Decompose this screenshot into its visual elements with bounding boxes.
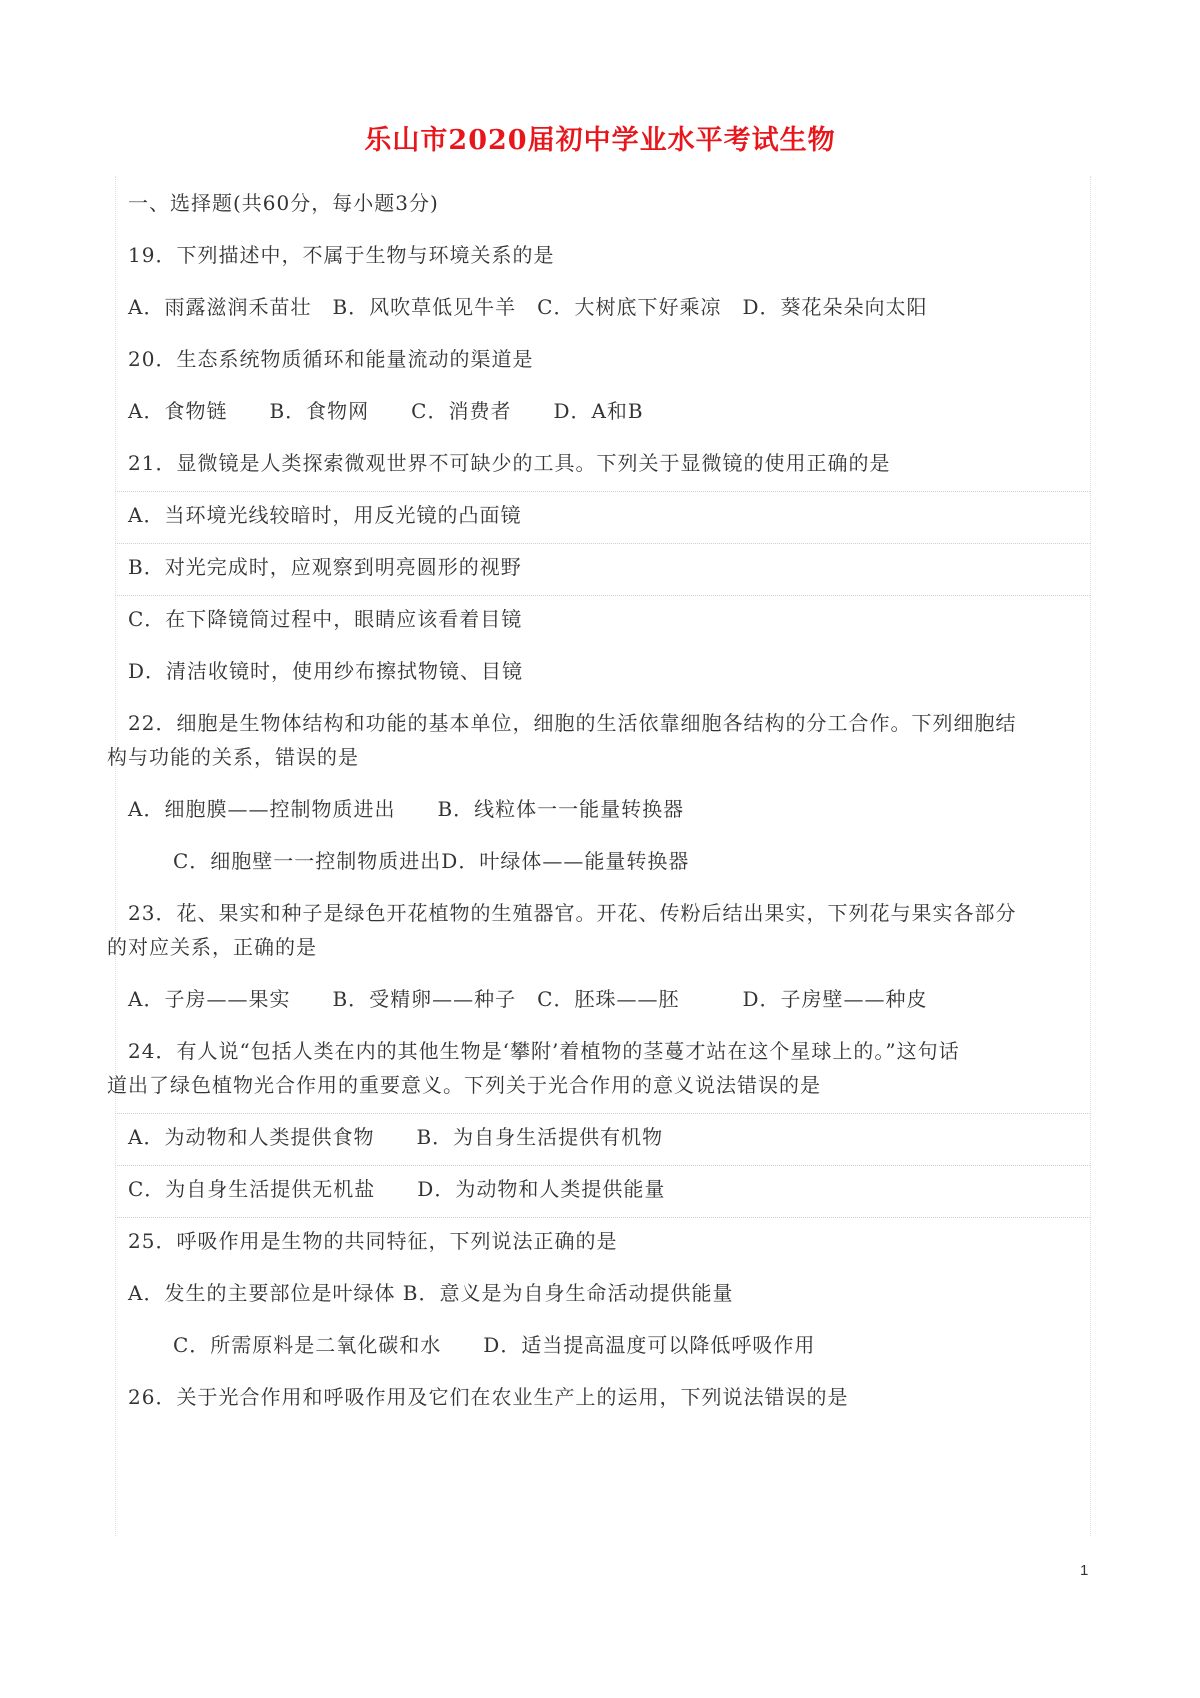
divider	[115, 1217, 1090, 1218]
divider	[115, 543, 1090, 544]
divider	[115, 491, 1090, 492]
section-heading: 一、选择题(共60分，每小题3分)	[128, 191, 439, 215]
page-title: 乐山市2020届初中学业水平考试生物	[364, 125, 836, 156]
q21-stem: 21．显微镜是人类探索微观世界不可缺少的工具。下列关于显微镜的使用正确的是	[128, 451, 891, 475]
divider	[115, 1113, 1090, 1114]
left-margin-guide	[115, 176, 116, 1536]
q20-options: A．食物链 B．食物网 C．消费者 D．A和B	[128, 399, 644, 423]
q26-stem: 26．关于光合作用和呼吸作用及它们在农业生产上的运用，下列说法错误的是	[128, 1385, 849, 1409]
q25-options-ab: A．发生的主要部位是叶绿体 B．意义是为自身生命活动提供能量	[128, 1281, 734, 1305]
q22-stem-line2: 构与功能的关系，错误的是	[107, 745, 359, 769]
q24-stem-line1: 24．有人说“包括人类在内的其他生物是‘攀附’着植物的茎蔓才站在这个星球上的。”这句话	[128, 1039, 960, 1063]
q21-option-b: B．对光完成时，应观察到明亮圆形的视野	[128, 555, 522, 579]
right-margin-guide	[1090, 176, 1091, 1536]
q23-stem-line1: 23．花、果实和种子是绿色开花植物的生殖器官。开花、传粉后结出果实，下列花与果实各部分	[128, 901, 1017, 925]
q22-options-cd: C．细胞壁一一控制物质进出D．叶绿体——能量转换器	[173, 849, 690, 873]
q22-stem-line1: 22．细胞是生物体结构和功能的基本单位，细胞的生活依靠细胞各结构的分工合作。下列细胞结	[128, 711, 1017, 735]
q22-options-ab: A．细胞膜——控制物质进出 B．线粒体一一能量转换器	[128, 797, 685, 821]
divider	[115, 1165, 1090, 1166]
divider	[115, 595, 1090, 596]
q24-options-ab: A．为动物和人类提供食物 B．为自身生活提供有机物	[128, 1125, 664, 1149]
q19-stem: 19．下列描述中，不属于生物与环境关系的是	[128, 243, 555, 267]
q25-stem: 25．呼吸作用是生物的共同特征，下列说法正确的是	[128, 1229, 618, 1253]
q21-option-d: D．清洁收镜时，使用纱布擦拭物镜、目镜	[128, 659, 524, 683]
q20-stem: 20．生态系统物质循环和能量流动的渠道是	[128, 347, 534, 371]
q25-options-cd: C．所需原料是二氧化碳和水 D．适当提高温度可以降低呼吸作用	[173, 1333, 816, 1357]
q23-stem-line2: 的对应关系，正确的是	[107, 935, 317, 959]
page-number: 1	[1080, 1562, 1089, 1579]
q21-option-a: A．当环境光线较暗时，用反光镜的凸面镜	[128, 503, 522, 527]
q19-options: A．雨露滋润禾苗壮 B．风吹草低见牛羊 C．大树底下好乘凉 D．葵花朵朵向太阳	[128, 295, 928, 319]
q23-options: A．子房——果实 B．受精卵——种子 C．胚珠——胚 D．子房壁——种皮	[128, 987, 928, 1011]
q21-option-c: C．在下降镜筒过程中，眼睛应该看着目镜	[128, 607, 523, 631]
q24-options-cd: C．为自身生活提供无机盐 D．为动物和人类提供能量	[128, 1177, 666, 1201]
q24-stem-line2: 道出了绿色植物光合作用的重要意义。下列关于光合作用的意义说法错误的是	[107, 1073, 821, 1097]
